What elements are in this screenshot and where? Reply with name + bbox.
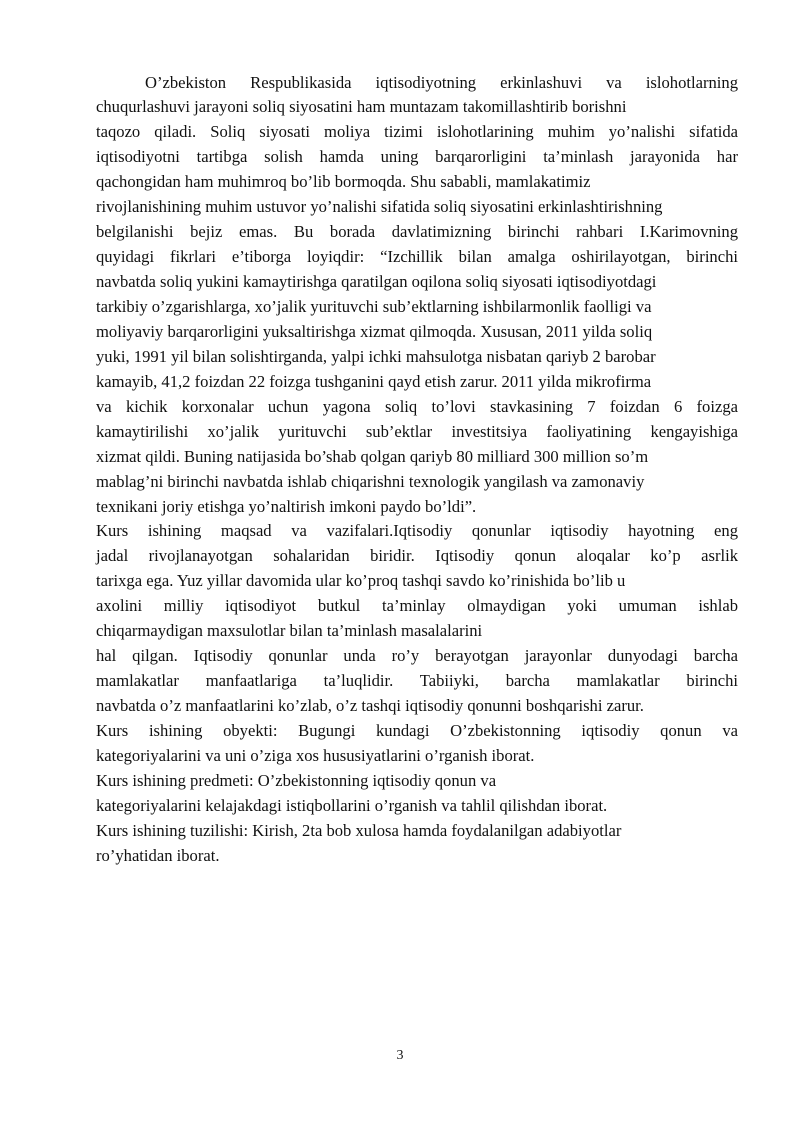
text-line: quyidagi fikrlari e’tiborga loyiqdir: “Izchillik bilan amalga oshirilayotgan, birinchi <box>96 247 738 266</box>
text-line: Kurs ishining tuzilishi: Kirish, 2ta bob xulosa hamda foydalanilgan adabiyotlar <box>96 821 622 840</box>
text-line: navbatda soliq yukini kamaytirishga qaratilgan oqilona soliq siyosati iqtisodiyotdagi <box>96 272 657 291</box>
text-line: tarixga ega. Yuz yillar davomida ular ko’proq tashqi savdo ko’rinishida bo’lib u <box>96 571 626 590</box>
text-line: Kurs ishining predmeti: O’zbekistonning iqtisodiy qonun va <box>96 771 497 790</box>
text-line: yuki, 1991 yil bilan solishtirganda, yalpi ichki mahsulotga nisbatan qariyb 2 barobar <box>96 347 656 366</box>
text-line: mablag’ni birinchi navbatda ishlab chiqarishni texnologik yangilash va zamonaviy <box>96 472 645 491</box>
text-line: va kichik korxonalar uchun yagona soliq to’lovi stavkasining 7 foizdan 6 foizga <box>96 397 738 416</box>
text-line: texnikani joriy etishga yo’naltirish imkoni paydo bo’ldi”. <box>96 497 477 516</box>
text-line: taqozo qiladi. Soliq siyosati moliya tizimi islohotlarining muhim yo’nalishi sifatida <box>96 122 738 141</box>
text-line: tarkibiy o’zgarishlarga, xo’jalik yurituvchi sub’ektlarning ishbilarmonlik faolligi va <box>96 297 652 316</box>
text-line: O’zbekiston Respublikasida iqtisodiyotning erkinlashuvi va islohotlarning <box>145 73 738 92</box>
text-line: ro’yhatidan iborat. <box>96 846 220 865</box>
text-line: Kurs ishining maqsad va vazifalari.Iqtisodiy qonunlar iqtisodiy hayotning eng <box>96 521 738 540</box>
text-line: kamayib, 41,2 foizdan 22 foizga tushganini qayd etish zarur. 2011 yilda mikrofirma <box>96 372 652 391</box>
text-line: iqtisodiyotni tartibga solish hamda uning barqarorligini ta’minlash jarayonida har <box>96 147 738 166</box>
text-line: hal qilgan. Iqtisodiy qonunlar unda ro’y berayotgan jarayonlar dunyodagi barcha <box>96 646 738 665</box>
text-line: jadal rivojlanayotgan sohalaridan biridir. Iqtisodiy qonun aloqalar ko’p asrlik <box>96 546 738 565</box>
text-line: belgilanishi bejiz emas. Bu borada davlatimizning birinchi rahbari I.Karimovning <box>96 222 738 241</box>
text-line: rivojlanishining muhim ustuvor yo’nalishi sifatida soliq siyosatini erkinlashtirishning <box>96 197 663 216</box>
text-line: moliyaviy barqarorligini yuksaltirishga xizmat qilmoqda. Xususan, 2011 yilda soliq <box>96 322 653 341</box>
text-line: kamaytirilishi xo’jalik yurituvchi sub’ektlar investitsiya faoliyatining kengayishiga <box>96 422 738 441</box>
text-line: chiqarmaydigan maxsulotlar bilan ta’minlash masalalarini <box>96 621 483 640</box>
text-line: mamlakatlar manfaatlariga ta’luqlidir. Tabiiyki, barcha mamlakatlar birinchi <box>96 671 738 690</box>
page-number: 3 <box>396 1048 404 1063</box>
text-line: qachongidan ham muhimroq bo’lib bormoqda. Shu sababli, mamlakatimiz <box>96 172 591 191</box>
text-line: kategoriyalarini va uni o’ziga xos hususiyatlarini o’rganish iborat. <box>96 746 535 765</box>
text-line: kategoriyalarini kelajakdagi istiqbollarini o’rganish va tahlil qilishdan iborat. <box>96 796 608 815</box>
text-line: navbatda o’z manfaatlarini ko’zlab, o’z tashqi iqtisodiy qonunni boshqarishi zarur. <box>96 696 644 715</box>
text-line: Kurs ishining obyekti: Bugungi kundagi O’zbekistonning iqtisodiy qonun va <box>96 721 738 740</box>
text-line: axolini milliy iqtisodiyot butkul ta’minlay olmaydigan yoki umuman ishlab <box>96 596 738 615</box>
text-line: xizmat qildi. Buning natijasida bo’shab qolgan qariyb 80 milliard 300 million so’m <box>96 447 649 466</box>
text-line: chuqurlashuvi jarayoni soliq siyosatini ham muntazam takomillashtirib borishni <box>96 97 627 116</box>
